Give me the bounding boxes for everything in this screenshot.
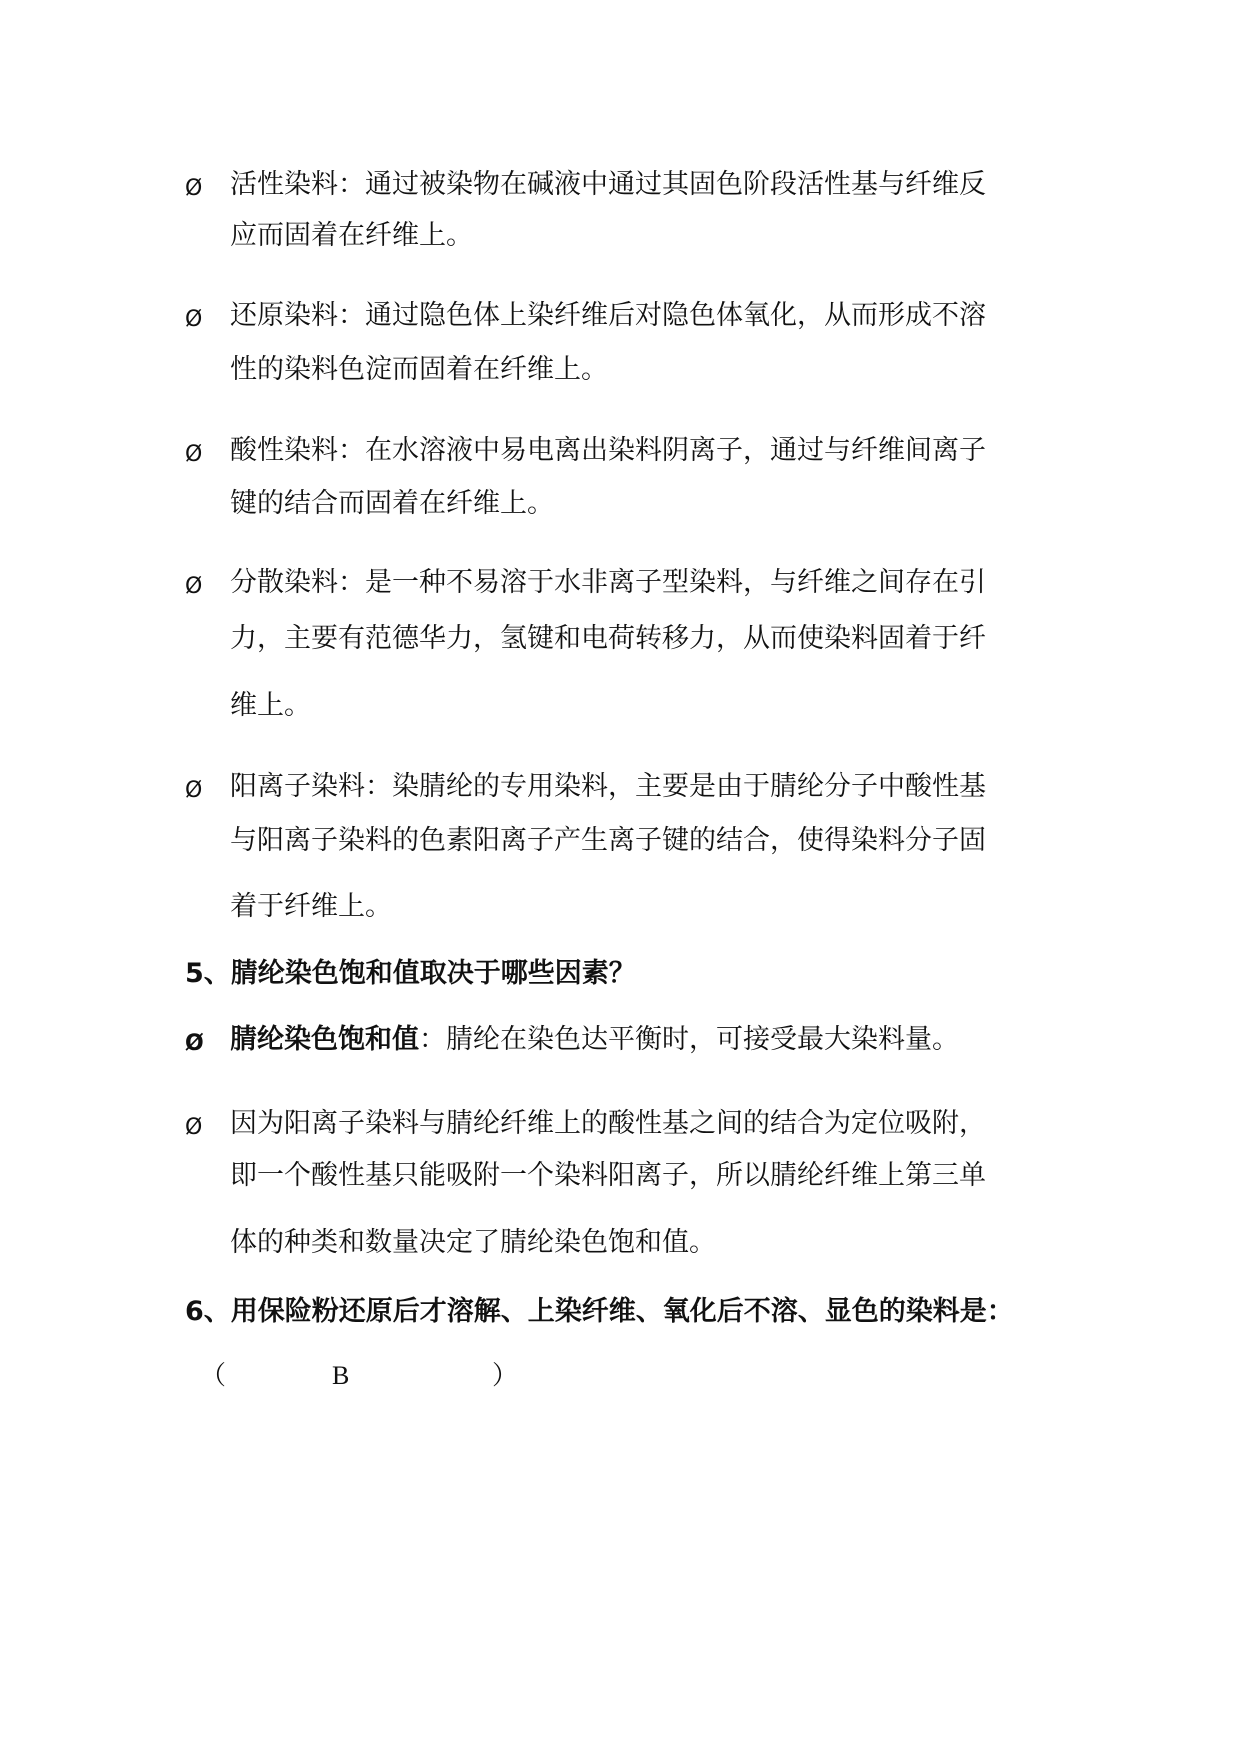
item-vat-dye-line1: 还原染料：通过隐色体上染纤维后对隐色体氧化，从而形成不溶 — [230, 300, 986, 331]
q5-reason-line1: 因为阳离子染料与腈纶纤维上的酸性基之间的结合为定位吸附， — [230, 1108, 986, 1139]
bullet-icon: Ø — [185, 1115, 203, 1140]
answer-paren-close: ） — [492, 1361, 519, 1391]
bullet-icon: Ø — [185, 1031, 204, 1056]
bullet-icon: Ø — [185, 176, 203, 201]
item-activated-dye-line1: 活性染料：通过被染物在碱液中通过其固色阶段活性基与纤维反 — [230, 169, 986, 200]
item-cationic-dye-line1: 阳离子染料：染腈纶的专用染料，主要是由于腈纶分子中酸性基 — [230, 771, 986, 802]
item-acid-dye-line2: 键的结合而固着在纤维上。 — [230, 488, 554, 519]
bullet-icon: Ø — [185, 574, 203, 599]
bullet-icon: Ø — [185, 778, 203, 803]
question-5-heading: 5、腈纶染色饱和值取决于哪些因素？ — [185, 958, 636, 989]
item-vat-dye-line2: 性的染料色淀而固着在纤维上。 — [230, 354, 608, 385]
q5-reason-line3: 体的种类和数量决定了腈纶染色饱和值。 — [230, 1227, 716, 1258]
item-disperse-dye-line3: 维上。 — [230, 690, 311, 721]
question-6-heading: 6、用保险粉还原后才溶解、上染纤维、氧化后不溶、显色的染料是： — [185, 1296, 1014, 1327]
item-disperse-dye-line1: 分散染料：是一种不易溶于水非离子型染料，与纤维之间存在引 — [230, 567, 986, 598]
q5-definition — [230, 1022, 959, 1058]
bullet-icon: Ø — [185, 307, 203, 332]
bullet-icon: Ø — [185, 442, 203, 467]
q5-reason-line2: 即一个酸性基只能吸附一个染料阳离子，所以腈纶纤维上第三单 — [230, 1160, 986, 1191]
item-cationic-dye-line3: 着于纤维上。 — [230, 891, 392, 922]
answer-value: B — [332, 1361, 350, 1390]
item-activated-dye-line2: 应而固着在纤维上。 — [230, 220, 473, 251]
q5-definition-term: 腈纶染色饱和值 — [230, 1024, 419, 1055]
q5-definition-text: ：腈纶在染色达平衡时，可接受最大染料量。 — [419, 1024, 959, 1055]
item-cationic-dye-line2: 与阳离子染料的色素阳离子产生离子键的结合，使得染料分子固 — [230, 825, 986, 856]
answer-paren-open: （ — [200, 1361, 227, 1391]
item-acid-dye-line1: 酸性染料：在水溶液中易电离出染料阴离子，通过与纤维间离子 — [230, 435, 986, 466]
item-disperse-dye-line2: 力，主要有范德华力，氢键和电荷转移力，从而使染料固着于纤 — [230, 623, 986, 654]
